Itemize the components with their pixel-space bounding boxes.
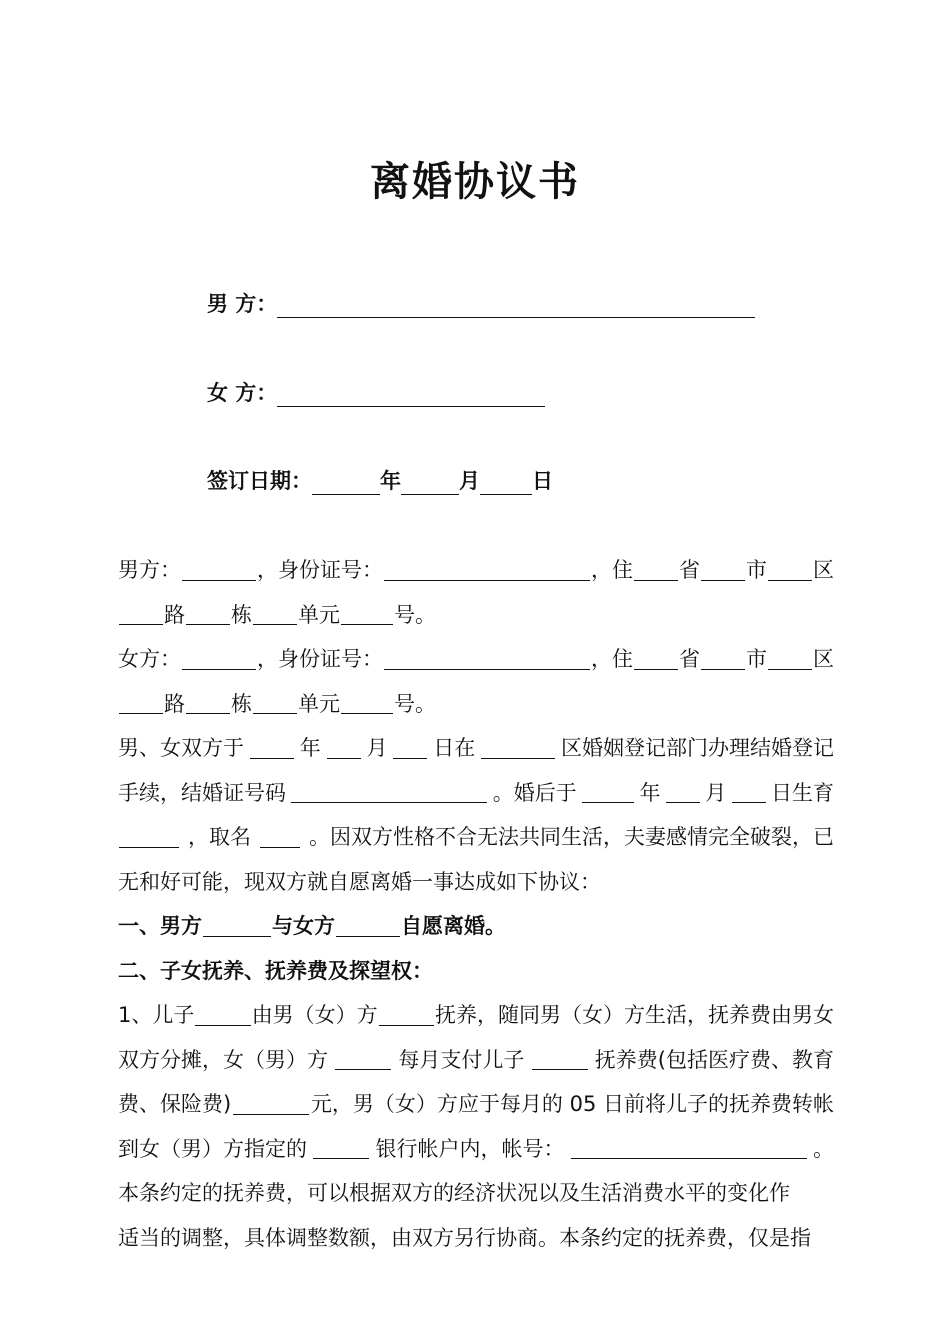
text-segment: 号。 bbox=[394, 602, 436, 627]
sign-date-label: 签订日期： bbox=[207, 469, 312, 493]
text-segment: 本条约定的抚养费，可以根据双方的经济状况以及生活消费水平的变化作 bbox=[118, 1181, 790, 1205]
text-segment: 手续，结婚证号码 bbox=[118, 780, 286, 805]
text-segment: 无和好可能，现双方就自愿离婚一事达成如下协议： bbox=[118, 869, 601, 894]
sign-date-line bbox=[207, 465, 553, 495]
blank-field[interactable] bbox=[701, 649, 745, 670]
text-segment: 每月支付儿子 bbox=[398, 1047, 525, 1072]
sign-year-label: 年 bbox=[380, 469, 401, 493]
text-segment: 元，男（女）方应于每月的 05 日前将儿子的抚养费转帐 bbox=[310, 1092, 834, 1116]
agreement-body bbox=[118, 548, 834, 1260]
clause-2-line-2 bbox=[118, 1038, 834, 1083]
blank-field[interactable] bbox=[291, 782, 487, 803]
blank-field[interactable] bbox=[253, 604, 297, 625]
sign-year-field[interactable] bbox=[312, 472, 380, 495]
clause-2-line-3 bbox=[118, 1082, 834, 1127]
blank-field[interactable] bbox=[327, 738, 361, 759]
female-party-line bbox=[207, 377, 545, 407]
blank-field[interactable] bbox=[571, 1138, 807, 1159]
text-segment: 路 bbox=[164, 691, 185, 716]
marriage-info-line-3 bbox=[118, 815, 834, 860]
blank-field[interactable] bbox=[313, 1138, 369, 1159]
text-segment: 男、女双方于 bbox=[118, 736, 244, 760]
text-segment: 。婚后于 bbox=[492, 780, 577, 805]
text-segment: ，取名 bbox=[188, 825, 251, 849]
text-segment: 1、儿子 bbox=[118, 1003, 195, 1027]
marriage-info-line-1 bbox=[118, 726, 834, 771]
clause-1-heading bbox=[118, 904, 834, 949]
male-info-line-2 bbox=[118, 593, 834, 638]
text-segment: 栋 bbox=[231, 602, 252, 627]
blank-field[interactable] bbox=[186, 604, 230, 625]
blank-field[interactable] bbox=[182, 649, 256, 670]
male-info-line-1 bbox=[118, 548, 834, 593]
blank-field[interactable] bbox=[195, 1005, 250, 1026]
document-title: 离婚协议书 bbox=[370, 159, 580, 205]
blank-field[interactable] bbox=[634, 560, 678, 581]
clause-2-line-1 bbox=[118, 993, 834, 1038]
blank-field[interactable] bbox=[233, 1094, 309, 1115]
blank-field[interactable] bbox=[253, 693, 297, 714]
text-segment: ，住 bbox=[591, 647, 633, 671]
text-segment: 到女（男）方指定的 bbox=[118, 1136, 307, 1161]
blank-field[interactable] bbox=[336, 916, 400, 937]
text-segment: 日生育 bbox=[771, 780, 834, 805]
blank-field[interactable] bbox=[119, 827, 179, 848]
sign-month-field[interactable] bbox=[401, 472, 459, 495]
text-segment: 女方： bbox=[118, 647, 181, 671]
male-party-field[interactable] bbox=[277, 295, 755, 318]
blank-field[interactable] bbox=[341, 693, 393, 714]
blank-field[interactable] bbox=[666, 782, 700, 803]
blank-field[interactable] bbox=[393, 738, 427, 759]
clause-2-heading bbox=[118, 949, 834, 994]
text-segment: 市 bbox=[746, 647, 767, 671]
text-segment: 。因双方性格不合无法共同生活，夫妻感情完全破裂，已 bbox=[309, 825, 834, 849]
clause-2-line-5 bbox=[118, 1171, 834, 1216]
text-segment: ，身份证号： bbox=[257, 558, 383, 582]
blank-field[interactable] bbox=[182, 560, 256, 581]
text-segment: 银行帐户内，帐号： bbox=[375, 1136, 565, 1161]
blank-field[interactable] bbox=[186, 693, 230, 714]
text-segment: 年 bbox=[299, 736, 321, 760]
text-segment: 单元 bbox=[298, 691, 340, 716]
marriage-info-line-2 bbox=[118, 771, 834, 816]
blank-field[interactable] bbox=[203, 916, 271, 937]
text-segment: 区 bbox=[813, 647, 834, 671]
female-info-line-1 bbox=[118, 637, 834, 682]
text-segment: 区 bbox=[813, 558, 834, 582]
female-party-field[interactable] bbox=[277, 384, 545, 407]
blank-field[interactable] bbox=[634, 649, 678, 670]
text-segment: 由男（女）方 bbox=[251, 1003, 378, 1027]
blank-field[interactable] bbox=[379, 1005, 434, 1026]
text-segment: 号。 bbox=[394, 691, 436, 716]
text-segment: 省 bbox=[679, 558, 700, 582]
blank-field[interactable] bbox=[250, 738, 294, 759]
blank-field[interactable] bbox=[384, 560, 590, 581]
text-segment: 双方分摊，女（男）方 bbox=[118, 1047, 328, 1072]
blank-field[interactable] bbox=[384, 649, 590, 670]
text-segment: ，身份证号： bbox=[257, 647, 383, 671]
text-segment: 路 bbox=[164, 602, 185, 627]
marriage-info-line-4 bbox=[118, 860, 834, 905]
text-segment: 日在 bbox=[433, 736, 476, 760]
text-segment: ，住 bbox=[591, 558, 633, 582]
blank-field[interactable] bbox=[582, 782, 634, 803]
text-segment: 单元 bbox=[298, 602, 340, 627]
text-segment: 与女方 bbox=[272, 914, 335, 938]
text-segment: 抚养费(包括医疗费、教育 bbox=[594, 1047, 834, 1072]
text-segment: 省 bbox=[679, 647, 700, 671]
text-segment: 区婚姻登记部门办理结婚登记 bbox=[561, 736, 834, 760]
sign-day-field[interactable] bbox=[480, 472, 532, 495]
text-segment: 月 bbox=[366, 736, 388, 760]
blank-field[interactable] bbox=[768, 649, 812, 670]
blank-field[interactable] bbox=[701, 560, 745, 581]
text-segment: 抚养，随同男（女）方生活，抚养费由男女 bbox=[435, 1003, 834, 1027]
text-segment: 费、保险费) bbox=[118, 1092, 232, 1116]
sign-day-label: 日 bbox=[532, 469, 553, 493]
text-segment: 二、子女抚养、抚养费及探望权： bbox=[118, 958, 433, 983]
blank-field[interactable] bbox=[341, 604, 393, 625]
text-segment: 。 bbox=[813, 1136, 834, 1161]
text-segment: 市 bbox=[746, 558, 767, 582]
blank-field[interactable] bbox=[532, 1049, 588, 1070]
blank-field[interactable] bbox=[260, 827, 300, 848]
sign-month-label: 月 bbox=[459, 469, 480, 493]
text-segment: 年 bbox=[639, 780, 661, 805]
female-party-label: 女 方： bbox=[207, 381, 278, 405]
clause-2-line-6 bbox=[118, 1216, 834, 1261]
male-party-label: 男 方： bbox=[207, 292, 278, 316]
blank-field[interactable] bbox=[732, 782, 766, 803]
blank-field[interactable] bbox=[481, 738, 555, 759]
blank-field[interactable] bbox=[119, 604, 163, 625]
blank-field[interactable] bbox=[119, 693, 163, 714]
text-segment: 月 bbox=[705, 780, 727, 805]
text-segment: 男方： bbox=[118, 558, 181, 582]
clause-2-line-4 bbox=[118, 1127, 834, 1172]
blank-field[interactable] bbox=[768, 560, 812, 581]
text-segment: 一、男方 bbox=[118, 914, 202, 938]
text-segment: 栋 bbox=[231, 691, 252, 716]
text-segment: 适当的调整，具体调整数额，由双方另行协商。本条约定的抚养费，仅是指 bbox=[118, 1225, 811, 1250]
male-party-line bbox=[207, 288, 755, 318]
female-info-line-2 bbox=[118, 682, 834, 727]
blank-field[interactable] bbox=[335, 1049, 391, 1070]
text-segment: 自愿离婚。 bbox=[401, 914, 506, 938]
